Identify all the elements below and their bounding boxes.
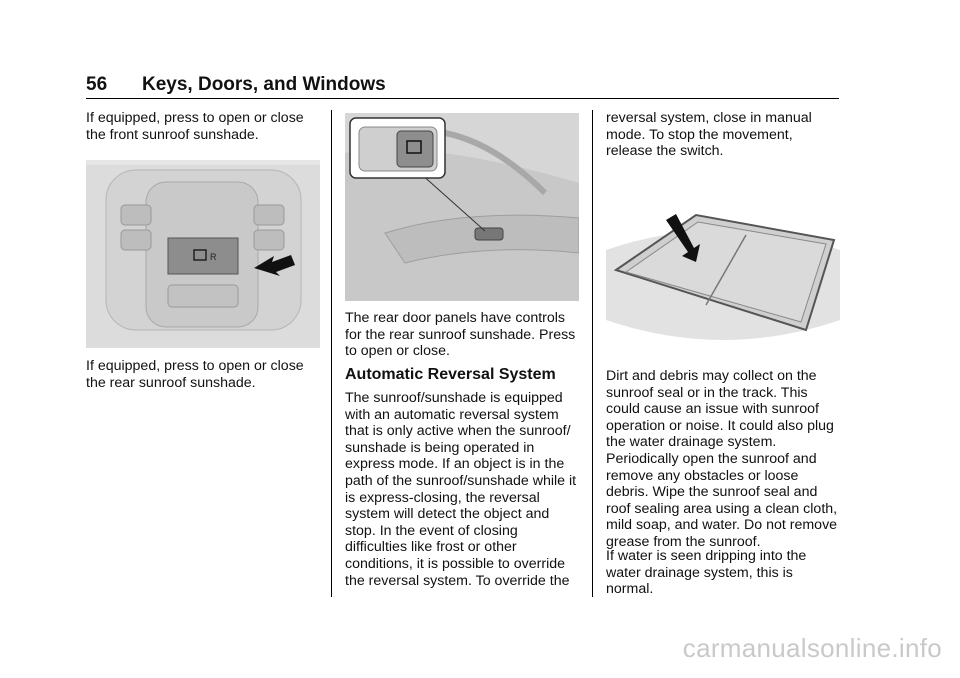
- page-header: [86, 70, 839, 100]
- svg-text:R: R: [210, 252, 217, 262]
- reversal-system-text: The sunroof/sunshade is equipped with an automatic reversal system that is only active when the sunroof/ sunshade is being operated in express mode. If an object is in the path of the sunroof/sunshade while it is express-closing, the reversal system will detect the object and stop. In the event of closing difficulties like frost or other conditions, it is possible to override the reversal system. To override the: [345, 390, 577, 589]
- header-rule: [86, 98, 839, 99]
- override-continued-text: reversal system, close in manual mode. To stop the movement, release the switch.: [606, 110, 812, 160]
- rear-door-panel-illustration: [345, 113, 579, 301]
- dirt-debris-text: Dirt and debris may collect on the sunroof seal or in the track. This could cause an issue with sunroof operation or noise. It could also plug the water drainage system. Periodically open the sunroof and remove any obstacles or loose debris. Wipe the sunroof seal and roof sealing area using a clean cloth, mild soap, and water. Do not remove grease from the sunroof.: [606, 368, 838, 550]
- column-divider-1: [331, 110, 332, 597]
- sunroof-seal-illustration: [606, 210, 840, 360]
- page-number: 56: [86, 74, 108, 95]
- rear-sunshade-text: If equipped, press to open or close the rear sunroof sunshade.: [86, 358, 304, 391]
- column-divider-2: [592, 110, 593, 597]
- page-title: Keys, Doors, and Windows: [142, 74, 386, 95]
- front-sunshade-text: If equipped, press to open or close the front sunroof sunshade.: [86, 110, 304, 143]
- rear-door-controls-text: The rear door panels have controls for the rear sunroof sunshade. Press to open or close.: [345, 310, 576, 360]
- water-dripping-text: If water is seen dripping into the water drainage system, this is normal.: [606, 548, 807, 598]
- section-heading: Automatic Reversal System: [345, 366, 556, 383]
- watermark: carmanualsonline.info: [682, 633, 942, 663]
- front-sunshade-switch-illustration: [86, 160, 320, 348]
